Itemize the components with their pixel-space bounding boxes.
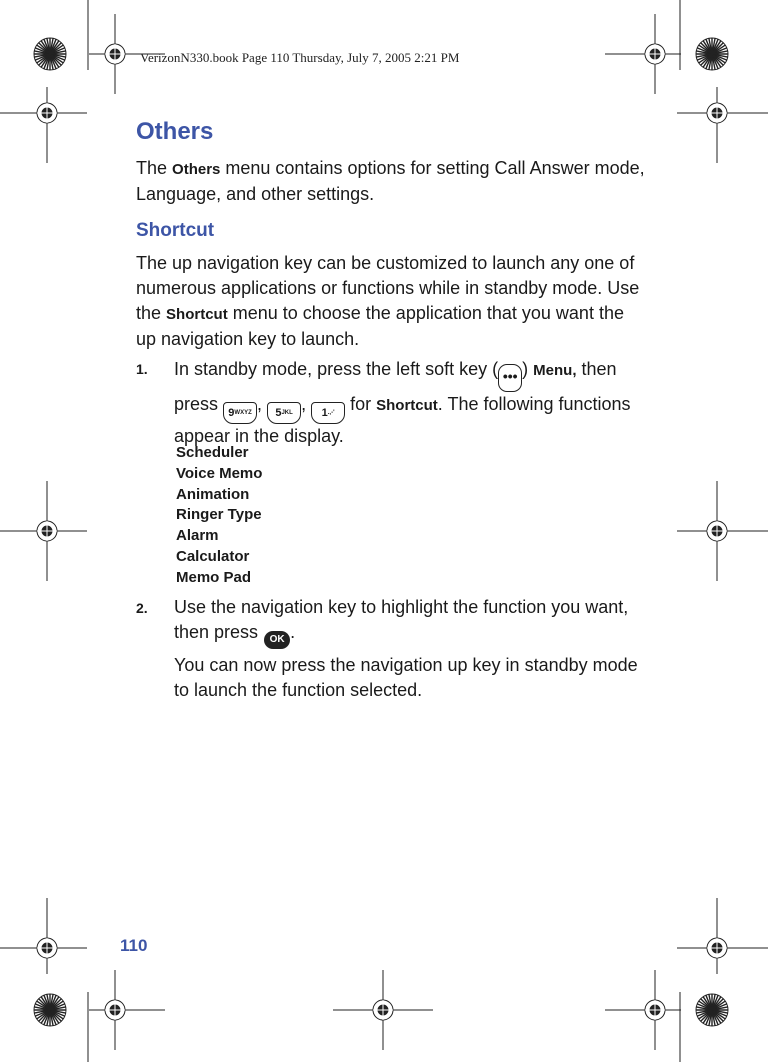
function-item: Calculator bbox=[176, 547, 250, 565]
intro-prefix: The bbox=[136, 158, 173, 178]
step-1-comma-2: , bbox=[301, 394, 307, 414]
crosshair-left-2-icon bbox=[0, 481, 87, 581]
intro-menu-term: Others bbox=[172, 161, 221, 178]
crosshair-left-3-icon bbox=[0, 898, 87, 974]
crosshair-bottom-2-icon bbox=[333, 970, 433, 1050]
step-1-text-d: for bbox=[345, 394, 377, 414]
step-1-text-a: In standby mode, press the left soft key ( bbox=[174, 359, 499, 379]
page-number: 110 bbox=[120, 936, 148, 955]
starburst-top-right-icon bbox=[696, 38, 728, 70]
step-1-text-c: then press bbox=[174, 359, 617, 414]
key-1-icon bbox=[311, 402, 345, 424]
function-item: Ringer Type bbox=[176, 506, 262, 524]
step-1-text-b: ) bbox=[522, 359, 534, 379]
shortcut-label: Shortcut bbox=[376, 397, 438, 414]
step-2-text bbox=[174, 595, 644, 649]
crosshair-top-2-icon bbox=[605, 14, 681, 94]
function-list bbox=[176, 443, 262, 589]
step-2-text-b: . bbox=[290, 622, 296, 642]
section-title: Others bbox=[136, 118, 214, 145]
book-file-info: VerizonN330.book Page 110 Thursday, July 7, 2005 2:21 PM bbox=[140, 50, 460, 65]
function-item: Voice Memo bbox=[176, 464, 263, 482]
section-intro bbox=[136, 156, 646, 207]
step-2-number: 2. bbox=[136, 600, 148, 616]
function-item: Animation bbox=[176, 485, 250, 503]
crosshair-right-2-icon bbox=[677, 481, 768, 581]
function-item: Alarm bbox=[176, 527, 219, 545]
body-suffix: menu to choose the application that you want the up navigation key to launch. bbox=[136, 303, 624, 349]
step-2-text-a: Use the navigation key to highlight the function you want, then press bbox=[174, 597, 629, 642]
menu-label: Menu, bbox=[533, 362, 577, 379]
key-1-letters: .,-' bbox=[327, 410, 335, 416]
crosshair-bottom-3-icon bbox=[605, 970, 681, 1050]
body-prefix: The up navigation key can be customized to launch any one of numerous applications or functions while in standby mode. Use the bbox=[136, 253, 640, 323]
key-9-icon bbox=[223, 402, 257, 424]
crosshair-right-3-icon bbox=[677, 898, 768, 974]
left-soft-key-icon: ••• bbox=[498, 364, 522, 392]
key-9-letters: WXYZ bbox=[234, 410, 252, 416]
starburst-bottom-right-icon bbox=[696, 994, 728, 1026]
key-5-digit: 5 bbox=[275, 407, 282, 419]
crosshair-left-1-icon bbox=[0, 87, 87, 163]
crosshair-right-1-icon bbox=[677, 87, 768, 163]
step-1-text bbox=[174, 357, 644, 449]
step-1-number: 1. bbox=[136, 361, 148, 377]
subsection-title: Shortcut bbox=[136, 220, 215, 241]
key-9-digit: 9 bbox=[228, 407, 235, 419]
intro-suffix: menu contains options for setting Call Answer mode, Language, and other settings. bbox=[136, 158, 645, 204]
crosshair-bottom-1-icon bbox=[89, 970, 165, 1050]
subsection-body bbox=[136, 251, 646, 352]
function-item: Scheduler bbox=[176, 444, 249, 461]
starburst-bottom-left-icon bbox=[34, 994, 66, 1026]
ok-key-icon: OK bbox=[264, 631, 290, 649]
key-5-icon bbox=[267, 402, 301, 424]
body-menu-term: Shortcut bbox=[166, 306, 228, 323]
function-item: Memo Pad bbox=[176, 568, 252, 586]
step-1-text-e: . The following functions appear in the display. bbox=[174, 394, 631, 446]
step-2-followup: You can now press the navigation up key in standby mode to launch the function selected. bbox=[174, 655, 638, 700]
starburst-top-left-icon bbox=[34, 38, 66, 70]
key-1-digit: 1 bbox=[321, 407, 328, 419]
key-5-letters: JKL bbox=[281, 410, 293, 416]
step-1-comma-1: , bbox=[257, 394, 263, 414]
